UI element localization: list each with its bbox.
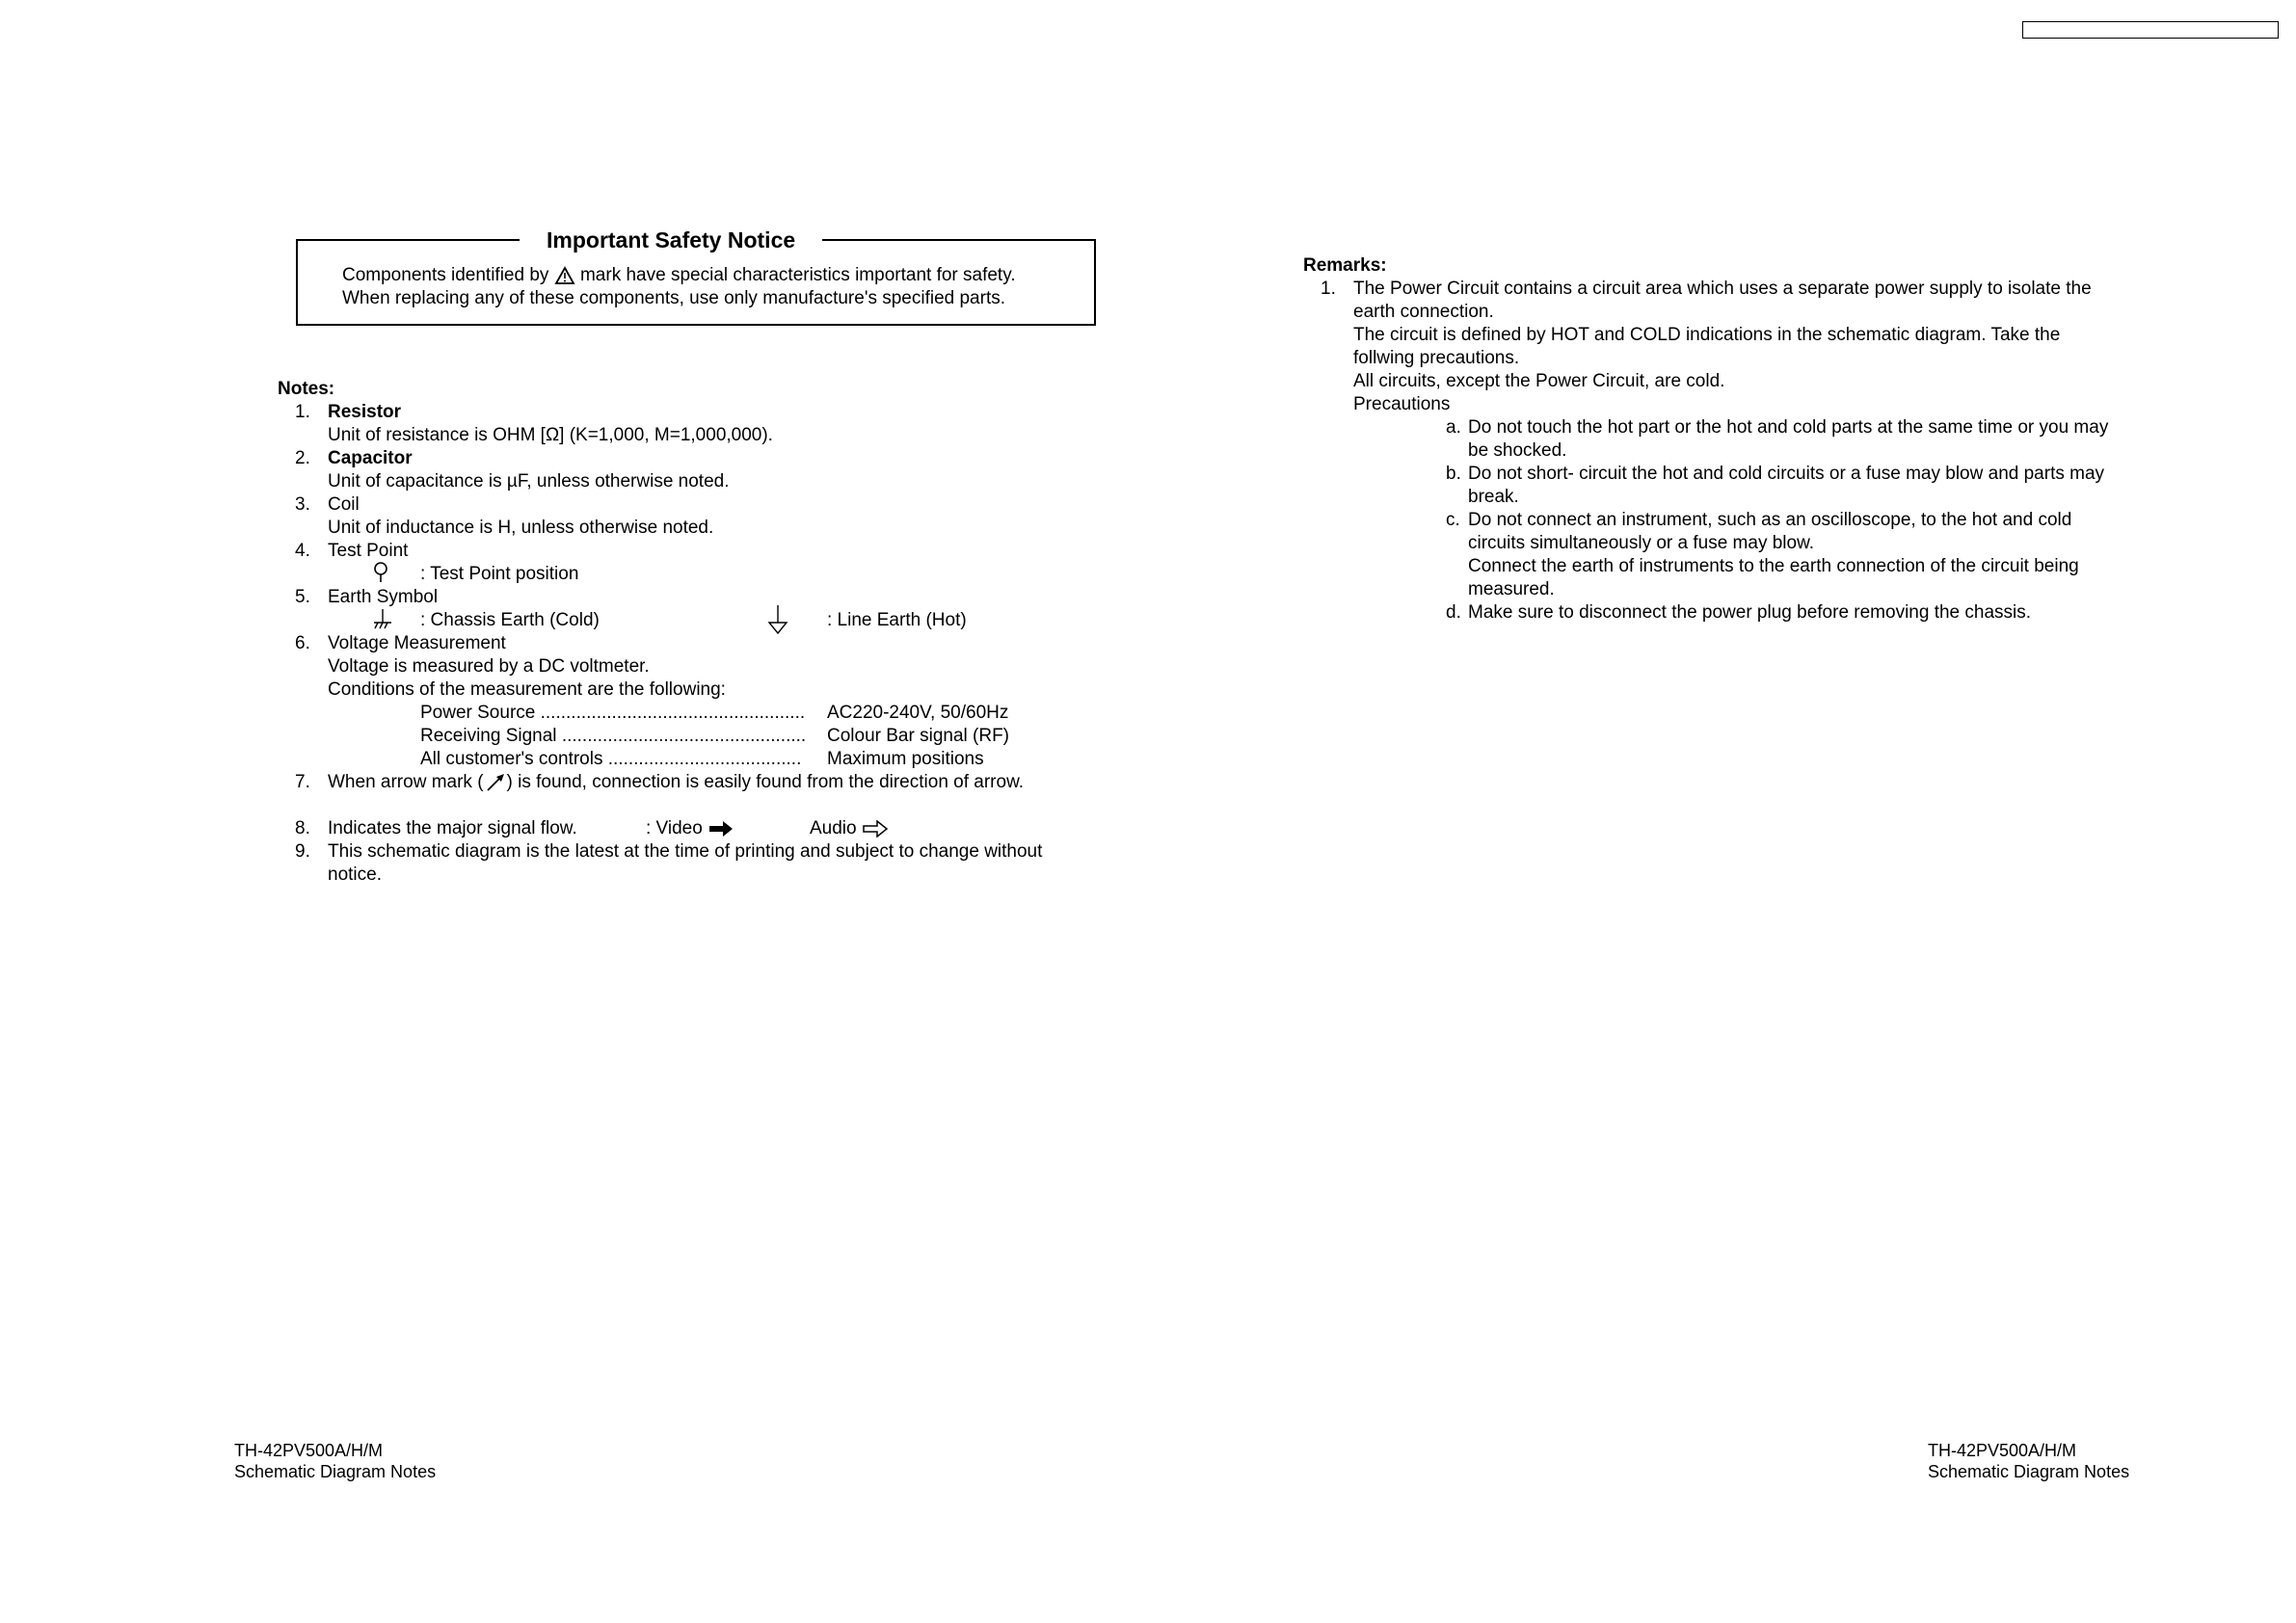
note-9-line-2: notice. [328, 865, 382, 885]
precaution-c-line-1: Do not connect an instrument, such as an oscilloscope, to the hot and cold [1468, 510, 2072, 530]
remark-1-line-3: The circuit is defined by HOT and COLD indications in the schematic diagram. Take the [1353, 325, 2061, 345]
note-5-chassis-text: : Chassis Earth (Cold) [420, 610, 600, 630]
precaution-a-line-2: be shocked. [1468, 440, 1567, 461]
precaution-a-line-1: Do not touch the hot part or the hot and cold parts at the same time or you may [1468, 417, 2109, 438]
note-1-number: 1. [295, 402, 310, 422]
note-7-number: 7. [295, 772, 310, 792]
condition-1-dots: .................................................... [540, 703, 806, 723]
remark-1-line-2: earth connection. [1353, 302, 1494, 322]
precaution-b-line-1: Do not short- circuit the hot and cold circuits or a fuse may blow and parts may [1468, 464, 2105, 484]
video-arrow-icon [707, 818, 734, 838]
safety-notice-title: Important Safety Notice [520, 227, 822, 253]
safety-line1-after: mark have special characteristics important for safety. [579, 265, 1016, 285]
condition-3-label: All customer's controls [420, 749, 603, 769]
remark-1-line-4: follwing precautions. [1353, 348, 1520, 368]
note-8-number: 8. [295, 818, 310, 838]
condition-3-value: Maximum positions [827, 749, 984, 769]
note-3-title: Coil [328, 494, 360, 515]
note-7-text [328, 771, 1024, 794]
note-2-title: Capacitor [328, 448, 413, 468]
note-8-text: Indicates the major signal flow. [328, 818, 577, 838]
note-4-number: 4. [295, 541, 310, 561]
remark-1-line-6: Precautions [1353, 394, 1451, 414]
condition-1-label: Power Source [420, 703, 536, 723]
footer-left-title: Schematic Diagram Notes [234, 1462, 437, 1481]
connection-arrow-icon [484, 772, 507, 792]
note-2-number: 2. [295, 448, 310, 468]
safety-notice-box [296, 227, 1096, 326]
note-6-title: Voltage Measurement [328, 633, 506, 653]
condition-receiving-signal [420, 725, 806, 748]
note-7-text-before: When arrow mark ( [328, 772, 484, 792]
note-6-text-2: Conditions of the measurement are the following: [328, 679, 726, 700]
note-1-text: Unit of resistance is OHM [Ω] (K=1,000, M=1,000,000). [328, 425, 773, 445]
condition-2-value: Colour Bar signal (RF) [827, 726, 1009, 746]
precaution-c-line-2: circuits simultaneously or a fuse may blow. [1468, 533, 1815, 553]
condition-2-dots: ................................................ [561, 726, 807, 746]
precaution-b-line-2: break. [1468, 487, 1519, 507]
note-2-text: Unit of capacitance is µF, unless otherwise noted. [328, 471, 730, 492]
line-earth-icon [767, 603, 788, 643]
precaution-c-line-3: Connect the earth of instruments to the earth connection of the circuit being [1468, 556, 2079, 576]
remarks-heading: Remarks: [1303, 255, 1387, 276]
remark-1-line-1: The Power Circuit contains a circuit area which uses a separate power supply to isolate the [1353, 279, 2092, 299]
note-5-title: Earth Symbol [328, 587, 439, 607]
precaution-b-label: b. [1446, 464, 1461, 484]
note-4-title: Test Point [328, 541, 409, 561]
safety-notice-line-2: When replacing any of these components, use only manufacture's specified parts. [342, 288, 1006, 308]
condition-2-label: Receiving Signal [420, 726, 557, 746]
note-7-text-after: ) is found, connection is easily found from the direction of arrow. [506, 772, 1025, 792]
note-5-number: 5. [295, 587, 310, 607]
precaution-c-line-4: measured. [1468, 579, 1555, 599]
note-8-audio [810, 817, 889, 840]
note-1-title: Resistor [328, 402, 402, 422]
note-8-video [646, 817, 734, 840]
note-6-text-1: Voltage is measured by a DC voltmeter. [328, 656, 650, 677]
footer-left-model: TH-42PV500A/H/M [234, 1441, 384, 1460]
remark-1-number: 1. [1321, 279, 1336, 299]
precaution-d-label: d. [1446, 602, 1461, 623]
note-8-audio-label: Audio [810, 818, 857, 838]
safety-notice-line-1 [342, 264, 1016, 287]
footer-right-title: Schematic Diagram Notes [1928, 1462, 2130, 1481]
condition-power-source [420, 702, 805, 725]
notes-heading: Notes: [278, 379, 335, 399]
condition-customer-controls [420, 748, 801, 771]
header-blank-box [2022, 21, 2279, 39]
audio-arrow-icon [862, 818, 889, 838]
safety-line1-before: Components identified by [342, 265, 549, 285]
precaution-a-label: a. [1446, 417, 1461, 438]
note-6-number: 6. [295, 633, 310, 653]
precaution-c-label: c. [1446, 510, 1460, 530]
note-5-line-text: : Line Earth (Hot) [827, 610, 967, 630]
condition-1-value: AC220-240V, 50/60Hz [827, 703, 1009, 723]
remark-1-line-5: All circuits, except the Power Circuit, are cold. [1353, 371, 1725, 391]
note-9-line-1: This schematic diagram is the latest at the time of printing and subject to change without [328, 841, 1043, 862]
footer-right-model: TH-42PV500A/H/M [1928, 1441, 2077, 1460]
note-8-video-label: : Video [646, 818, 703, 838]
note-4-text: : Test Point position [420, 564, 579, 584]
note-3-number: 3. [295, 494, 310, 515]
note-9-number: 9. [295, 841, 310, 862]
warning-triangle-icon [554, 265, 575, 285]
note-3-text: Unit of inductance is H, unless otherwise noted. [328, 518, 714, 538]
condition-3-dots: ...................................... [607, 749, 802, 769]
precaution-d-line-1: Make sure to disconnect the power plug before removing the chassis. [1468, 602, 2032, 623]
